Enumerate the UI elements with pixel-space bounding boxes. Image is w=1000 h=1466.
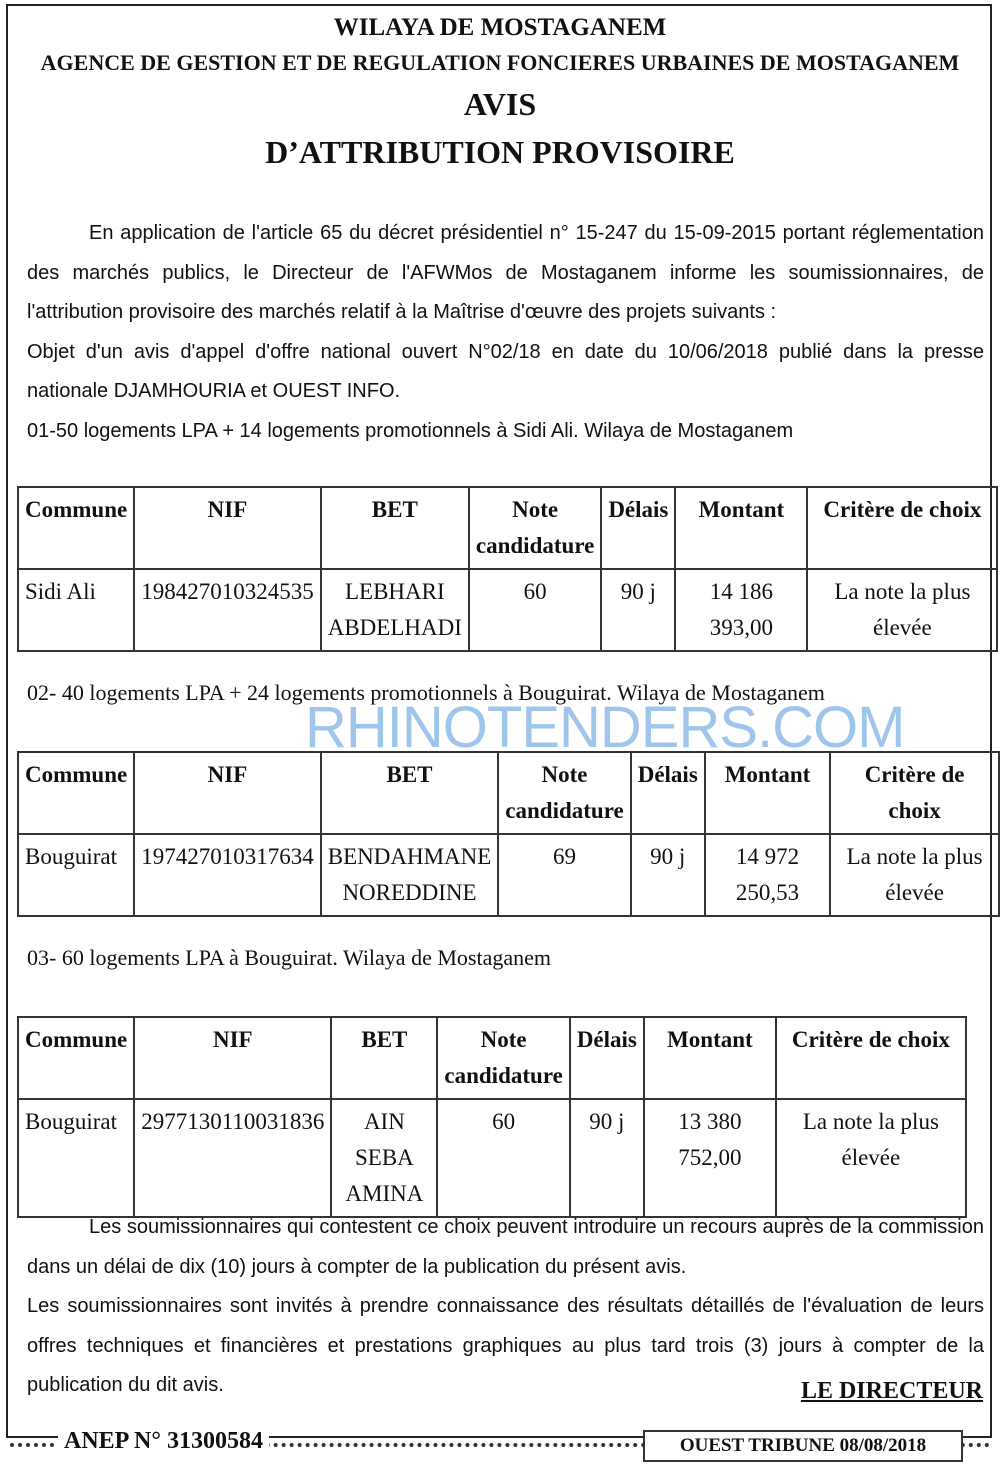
col-montant: Montant (705, 752, 830, 834)
cell-bet: AIN SEBA AMINA (331, 1099, 437, 1217)
cell-critere: La note la plus élevée (776, 1099, 966, 1217)
cell-delais: 90 j (570, 1099, 644, 1217)
table-header-row (18, 487, 997, 569)
table-header-row (18, 752, 999, 834)
header-wilaya: WILAYA DE MOSTAGANEM (333, 14, 667, 41)
col-montant: Montant (644, 1017, 776, 1099)
cell-montant: 14 972 250,53 (705, 834, 830, 916)
cell-critere: La note la plus élevée (807, 569, 997, 651)
cell-note: 60 (437, 1099, 569, 1217)
col-critere: Critère de choix (807, 487, 997, 569)
signature: LE DIRECTEUR (800, 1378, 983, 1404)
col-delais: Délais (631, 752, 705, 834)
watermark-text: RHINOTENDERS.COM (305, 695, 905, 760)
table-header-row (18, 1017, 966, 1099)
col-commune: Commune (18, 1017, 134, 1099)
col-note: Note candidature (498, 752, 630, 834)
cell-montant: 14 186 393,00 (675, 569, 807, 651)
intro-paragraph: En application de l'article 65 du décret présidentiel n° 15-247 du 15-09-2015 portant réglementation des marchés publics, le Directeur de l'AFWMos de Mostaganem informe les soumissionnaires, de l'attribution provisoire des marchés relatif à la Maîtrise d'œuvre des projets suivants : (27, 222, 984, 323)
cell-note: 69 (498, 834, 630, 916)
header-agency: AGENCE DE GESTION ET DE REGULATION FONCIERES URBAINES DE MOSTAGANEM (40, 50, 960, 75)
tender-object: Objet d'un avis d'appel d'offre national ouvert N°02/18 en date du 10/06/2018 publié dans la presse nationale DJAMHOURIA et OUEST INFO. (27, 340, 984, 402)
cell-montant: 13 380 752,00 (644, 1099, 776, 1217)
col-commune: Commune (18, 487, 134, 569)
cell-delais: 90 j (631, 834, 705, 916)
closing-paragraph-recourse: Les soumissionnaires qui contestent ce choix peuvent introduire un recours auprès de la commission dans un délai de dix (10) jours à compter de la publication du présent avis. (27, 1216, 984, 1278)
col-delais: Délais (601, 487, 675, 569)
col-critere: Critère de choix (776, 1017, 966, 1099)
cell-delais: 90 j (601, 569, 675, 651)
col-delais: Délais (570, 1017, 644, 1099)
col-nif: NIF (134, 752, 321, 834)
cell-commune: Bouguirat (18, 834, 134, 916)
cell-nif: 198427010324535 (134, 569, 321, 651)
lot-3-title: 03- 60 logements LPA à Bouguirat. Wilaya de Mostaganem (27, 945, 551, 970)
intro-block (27, 214, 984, 451)
newspaper-box: OUEST TRIBUNE 08/08/2018 (643, 1430, 963, 1462)
col-bet: BET (321, 752, 499, 834)
cell-note: 60 (469, 569, 601, 651)
table-row (18, 569, 997, 651)
col-nif: NIF (134, 1017, 331, 1099)
lot-1-table (17, 486, 998, 652)
cell-critere: La note la plus élevée (830, 834, 999, 916)
anep-number: ANEP N° 31300584 (58, 1428, 269, 1455)
header-attribution: D’ATTRIBUTION PROVISOIRE (265, 134, 735, 170)
cell-commune: Sidi Ali (18, 569, 134, 651)
closing-block (27, 1208, 984, 1406)
cell-nif: 197427010317634 (134, 834, 321, 916)
cell-commune: Bouguirat (18, 1099, 134, 1217)
lot-1-title: 01-50 logements LPA + 14 logements promotionnels à Sidi Ali. Wilaya de Mostaganem (27, 419, 794, 442)
col-montant: Montant (675, 487, 807, 569)
table-row (18, 834, 999, 916)
col-nif: NIF (134, 487, 321, 569)
table-row (18, 1099, 966, 1217)
col-critere: Critère de choix (830, 752, 999, 834)
col-note: Note candidature (469, 487, 601, 569)
header-avis: AVIS (463, 86, 537, 122)
closing-paragraph-results: Les soumissionnaires sont invités à prendre connaissance des résultats détaillés de l'évaluation de leurs offres techniques et financières et prestations graphiques au plus tard trois (3) jours à compter de la publication du dit avis. (27, 1295, 984, 1396)
lot-2-table (17, 751, 1000, 917)
col-note: Note candidature (437, 1017, 569, 1099)
col-bet: BET (321, 487, 469, 569)
col-commune: Commune (18, 752, 134, 834)
col-bet: BET (331, 1017, 437, 1099)
cell-bet: LEBHARI ABDELHADI (321, 569, 469, 651)
lot-3-table (17, 1016, 967, 1218)
lot-2-title: 02- 40 logements LPA + 24 logements promotionnels à Bouguirat. Wilaya de Mostaganem (27, 680, 825, 705)
cell-nif: 2977130110031836 (134, 1099, 331, 1217)
cell-bet: BENDAHMANE NOREDDINE (321, 834, 499, 916)
